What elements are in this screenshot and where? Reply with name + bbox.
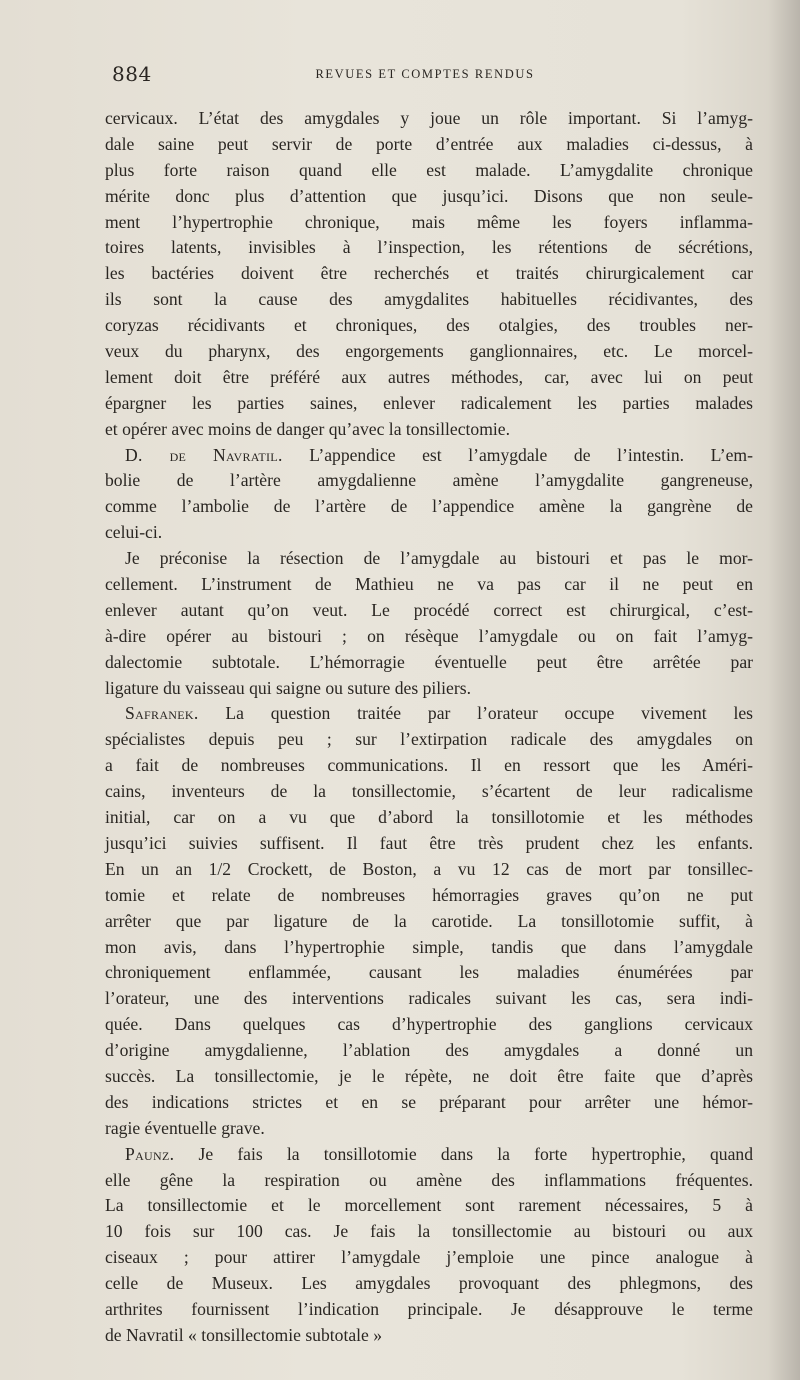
line-text: tomie et relate de nombreuses hémorragies graves qu’on ne put bbox=[105, 884, 753, 905]
line-text: chroniquement enflammée, causant les maladies énumérées par bbox=[105, 962, 753, 983]
text-line bbox=[105, 960, 753, 986]
body-text bbox=[105, 106, 753, 1349]
line-text: les bactéries doivent être recherchés et traités chirurgicalement car bbox=[105, 263, 753, 284]
line-text: ligature du vaisseau qui saigne ou suture des piliers. bbox=[105, 677, 471, 698]
text-line bbox=[105, 261, 753, 287]
text-line bbox=[105, 986, 753, 1012]
line-text: cellement. L’instrument de Mathieu ne va pas car il ne peut en bbox=[105, 574, 753, 595]
text-line bbox=[105, 1168, 753, 1194]
text-line bbox=[105, 935, 753, 961]
text-line bbox=[105, 1142, 753, 1168]
line-text: 10 fois sur 100 cas. Je fais la tonsillectomie au bistouri ou aux bbox=[105, 1221, 753, 1242]
line-text: mérite donc plus d’attention que jusqu’ici. Disons que non seule- bbox=[105, 185, 753, 206]
line-text: des indications strictes et en se préparant pour arrêter une hémor- bbox=[105, 1091, 753, 1112]
text-line bbox=[105, 701, 753, 727]
line-text: toires latents, invisibles à l’inspection, les rétentions de sécrétions, bbox=[105, 237, 753, 258]
text-line bbox=[105, 753, 753, 779]
text-line bbox=[105, 313, 753, 339]
text-line bbox=[105, 546, 753, 572]
line-text: dale saine peut servir de porte d’entrée aux maladies ci-dessus, à bbox=[105, 133, 753, 154]
text-line bbox=[105, 339, 753, 365]
line-text: celui-ci. bbox=[105, 522, 163, 543]
line-text: arthrites fournissent l’indication principale. Je désapprouve le terme bbox=[105, 1298, 753, 1319]
text-line bbox=[105, 287, 753, 313]
line-text: plus forte raison quand elle est malade. L’amygdalite chronique bbox=[105, 159, 753, 180]
page-number: 884 bbox=[112, 62, 152, 86]
text-line bbox=[105, 468, 753, 494]
text-line bbox=[105, 727, 753, 753]
line-text: dalectomie subtotale. L’hémorragie éventuelle peut être arrêtée par bbox=[105, 651, 753, 672]
line-text: lement doit être préféré aux autres méthodes, car, avec lui on peut bbox=[105, 366, 753, 387]
line-text: ciseaux ; pour attirer l’amygdale j’emploie une pince analogue à bbox=[105, 1247, 753, 1268]
text-line bbox=[105, 1193, 753, 1219]
text-line bbox=[105, 1064, 753, 1090]
line-text: initial, car on a vu que d’abord la tonsillotomie et les méthodes bbox=[105, 807, 753, 828]
text-line bbox=[105, 624, 753, 650]
line-text: cains, inventeurs de la tonsillectomie, s’écartent de leur radicalisme bbox=[105, 781, 753, 802]
line-text: Je fais la tonsillotomie dans la forte hypertrophie, quand bbox=[174, 1143, 753, 1164]
text-line bbox=[105, 1116, 753, 1142]
text-line bbox=[105, 365, 753, 391]
text-line bbox=[105, 909, 753, 935]
text-line bbox=[105, 210, 753, 236]
speaker-name: D. de Navratil. bbox=[125, 444, 283, 465]
text-line bbox=[105, 779, 753, 805]
line-text: ment l’hypertrophie chronique, mais même les foyers inflamma- bbox=[105, 211, 753, 232]
line-text: jusqu’ici suivies suffisent. Il faut être très prudent chez les enfants. bbox=[105, 832, 753, 853]
line-text: comme l’ambolie de l’artère de l’appendice amène la gangrène de bbox=[105, 496, 753, 517]
line-text: Je préconise la résection de l’amygdale au bistouri et pas le mor- bbox=[125, 548, 753, 569]
text-line bbox=[105, 494, 753, 520]
text-line bbox=[105, 1219, 753, 1245]
text-line bbox=[105, 805, 753, 831]
text-line bbox=[105, 443, 753, 469]
line-text: L’appendice est l’amygdale de l’intestin. L’em- bbox=[282, 444, 753, 465]
text-line bbox=[105, 520, 753, 546]
line-text: spécialistes depuis peu ; sur l’extirpation radicale des amygdales on bbox=[105, 729, 753, 750]
line-text: épargner les parties saines, enlever radicalement les parties malades bbox=[105, 392, 753, 413]
line-text: d’origine amygdalienne, l’ablation des amygdales a donné un bbox=[105, 1040, 753, 1061]
text-line bbox=[105, 158, 753, 184]
text-line bbox=[105, 106, 753, 132]
running-head: REVUES ET COMPTES RENDUS bbox=[315, 67, 535, 81]
text-line bbox=[105, 132, 753, 158]
line-text: elle gêne la respiration ou amène des inflammations fréquentes. bbox=[105, 1169, 753, 1190]
text-line bbox=[105, 235, 753, 261]
line-text: cervicaux. L’état des amygdales y joue un rôle important. Si l’amyg- bbox=[105, 108, 753, 128]
speaker-name: Safranek. bbox=[125, 703, 199, 724]
text-line bbox=[105, 676, 753, 702]
line-text: En un an 1/2 Crockett, de Boston, a vu 12 cas de mort par tonsillec- bbox=[105, 858, 753, 879]
line-text: enlever autant qu’on veut. Le procédé correct est chirurgical, c’est- bbox=[105, 599, 753, 620]
line-text: veux du pharynx, des engorgements ganglionnaires, etc. Le morcel- bbox=[105, 341, 753, 362]
line-text: à-dire opérer au bistouri ; on résèque l’amygdale ou on fait l’amyg- bbox=[105, 625, 753, 646]
page-header bbox=[108, 62, 742, 88]
text-line bbox=[105, 1271, 753, 1297]
line-text: et opérer avec moins de danger qu’avec la tonsillectomie. bbox=[105, 418, 510, 439]
line-text: de Navratil « tonsillectomie subtotale » bbox=[105, 1324, 383, 1345]
line-text: ils sont la cause des amygdalites habituelles récidivantes, des bbox=[105, 289, 753, 310]
text-line bbox=[105, 1038, 753, 1064]
text-line bbox=[105, 417, 753, 443]
text-line bbox=[105, 184, 753, 210]
line-text: coryzas récidivants et chroniques, des otalgies, des troubles ner- bbox=[105, 315, 753, 336]
line-text: ragie éventuelle grave. bbox=[105, 1117, 265, 1138]
line-text: La question traitée par l’orateur occupe vivement les bbox=[198, 703, 753, 724]
text-line bbox=[105, 1012, 753, 1038]
line-text: l’orateur, une des interventions radicales suivant les cas, sera indi- bbox=[105, 988, 753, 1009]
line-text: succès. La tonsillectomie, je le répète, ne doit être faite que d’après bbox=[105, 1065, 753, 1086]
text-line bbox=[105, 883, 753, 909]
line-text: celle de Museux. Les amygdales provoquant des phlegmons, des bbox=[105, 1273, 753, 1294]
text-line bbox=[105, 572, 753, 598]
line-text: La tonsillectomie et le morcellement sont rarement nécessaires, 5 à bbox=[105, 1195, 753, 1216]
line-text: arrêter que par ligature de la carotide. La tonsillotomie suffit, à bbox=[105, 910, 753, 931]
text-line bbox=[105, 650, 753, 676]
text-line bbox=[105, 1297, 753, 1323]
text-line bbox=[105, 598, 753, 624]
text-line bbox=[105, 1245, 753, 1271]
speaker-name: Paunz. bbox=[125, 1143, 175, 1164]
line-text: bolie de l’artère amygdalienne amène l’amygdalite gangreneuse, bbox=[105, 470, 753, 491]
text-line bbox=[105, 857, 753, 883]
text-line bbox=[105, 1090, 753, 1116]
text-line bbox=[105, 831, 753, 857]
line-text: a fait de nombreuses communications. Il en ressort que les Améri- bbox=[105, 755, 753, 776]
line-text: mon avis, dans l’hypertrophie simple, tandis que dans l’amygdale bbox=[105, 936, 753, 957]
line-text: quée. Dans quelques cas d’hypertrophie des ganglions cervicaux bbox=[105, 1014, 753, 1035]
text-line bbox=[105, 391, 753, 417]
text-line bbox=[105, 1323, 753, 1349]
